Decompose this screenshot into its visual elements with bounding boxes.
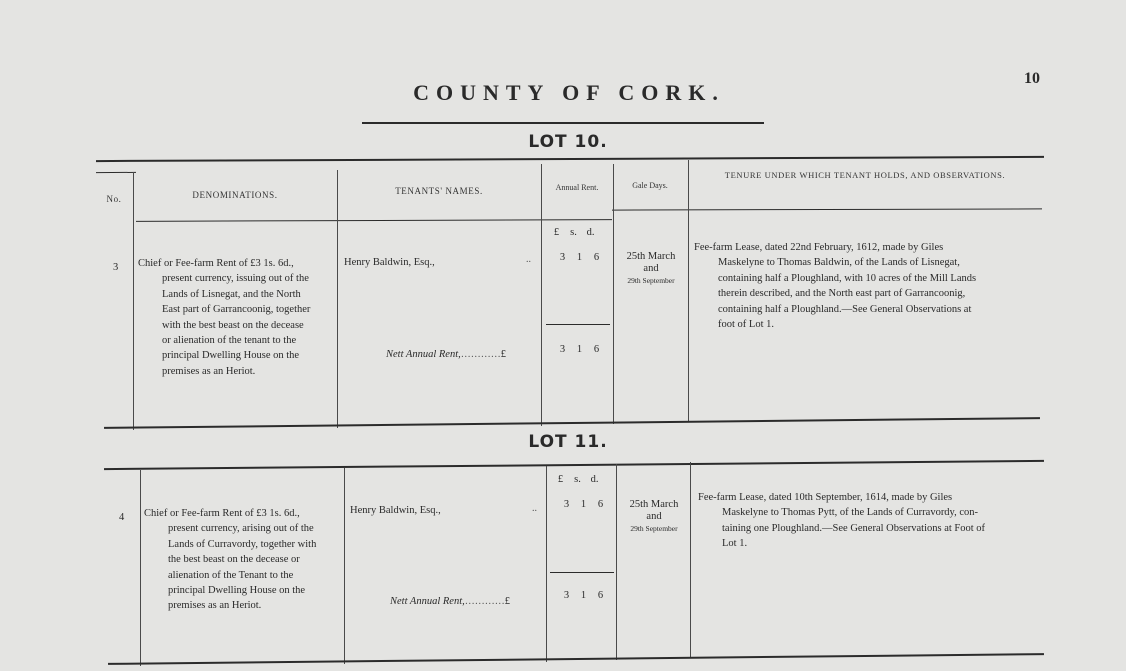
column-header-gale-days: Gale Days. (632, 181, 668, 190)
leader-dots: .. (532, 503, 537, 514)
table-top-rule (104, 460, 1044, 470)
column-rule (616, 464, 617, 660)
column-header-denominations: DENOMINATIONS. (192, 190, 278, 200)
annual-rent-amount: 3 1 6 (559, 252, 600, 263)
page-title: COUNTY OF CORK. (413, 80, 725, 105)
tenure-observations: Fee-farm Lease, dated 10th September, 1614, made by Giles Maskelyne to Thomas Pytt, of the Lands of Curravordy, con- taining one Ploughland.—See General Observations at Foot of Lot 1. (698, 492, 986, 550)
tenant-name: Henry Baldwin, Esq., (350, 505, 441, 516)
lot-bottom-rule (108, 653, 1044, 665)
gale-days: 25th March and 29th September (626, 251, 676, 285)
column-rule (541, 164, 542, 426)
nett-rent-amount: 3 1 6 (563, 590, 604, 601)
column-header-annual-rent: Annual Rent. (555, 183, 599, 192)
denomination-text: Chief or Fee-farm Rent of £3 1s. 6d., present currency, arising out of the Lands of Curravordy, together with the best beast on the decease or alienation of the Tenant to the principal Dwelling House on the premises as an Heriot. (144, 508, 317, 612)
column-header-tenants: TENANTS' NAMES. (395, 186, 483, 196)
column-header-no: No. (106, 194, 122, 204)
table-top-rule (96, 156, 1044, 162)
column-rule (613, 164, 614, 424)
lot-bottom-rule (104, 417, 1040, 429)
column-header-tenure: TENURE UNDER WHICH TENANT HOLDS, AND OBSERVATIONS. (724, 170, 1006, 180)
column-rule (140, 470, 141, 666)
header-divider (96, 172, 136, 173)
column-rule (688, 160, 689, 422)
leader-dots: .. (526, 254, 531, 265)
entry-number: 4 (119, 512, 125, 523)
tenant-name: Henry Baldwin, Esq., (344, 257, 435, 268)
column-rule (546, 466, 547, 662)
sum-rule (550, 572, 614, 573)
column-rule (690, 462, 691, 658)
page-number: 10 (1024, 70, 1040, 87)
tenure-observations: Fee-farm Lease, dated 22nd February, 1612, made by Giles Maskelyne to Thomas Baldwin, of the Lands of Lisnegat, containing half a Ploughland, with 10 acres of the Mill Lands therein described, and the North east part of Garrancoonig, containing half a Ploughland.—See General Observations at foot of Lot 1. (694, 242, 977, 331)
lsd-header: £ s. d. (557, 474, 599, 485)
lsd-header: £ s. d. (553, 227, 595, 238)
sum-rule (546, 324, 610, 325)
title-rule (362, 122, 764, 124)
column-rule (133, 172, 134, 430)
column-rule (344, 468, 345, 664)
nett-annual-rent-row: Nett Annual Rent,…………£ (390, 596, 511, 607)
nett-rent-amount: 3 1 6 (559, 344, 600, 355)
annual-rent-amount: 3 1 6 (563, 499, 604, 510)
lot-heading: LOT 11. (528, 432, 608, 452)
nett-annual-rent-row: Nett Annual Rent,…………£ (386, 349, 507, 360)
lot-heading: LOT 10. (528, 132, 608, 152)
header-divider (612, 208, 1042, 210)
gale-days: 25th March and 29th September (629, 499, 679, 533)
entry-number: 3 (113, 262, 119, 273)
denomination-text: Chief or Fee-farm Rent of £3 1s. 6d., present currency, issuing out of the Lands of Lisnegat, and the North East part of Garrancoonig, together with the best beast on the decease or alienation of the tenant to the principal Dwelling House on the premises as an Heriot. (138, 258, 311, 377)
